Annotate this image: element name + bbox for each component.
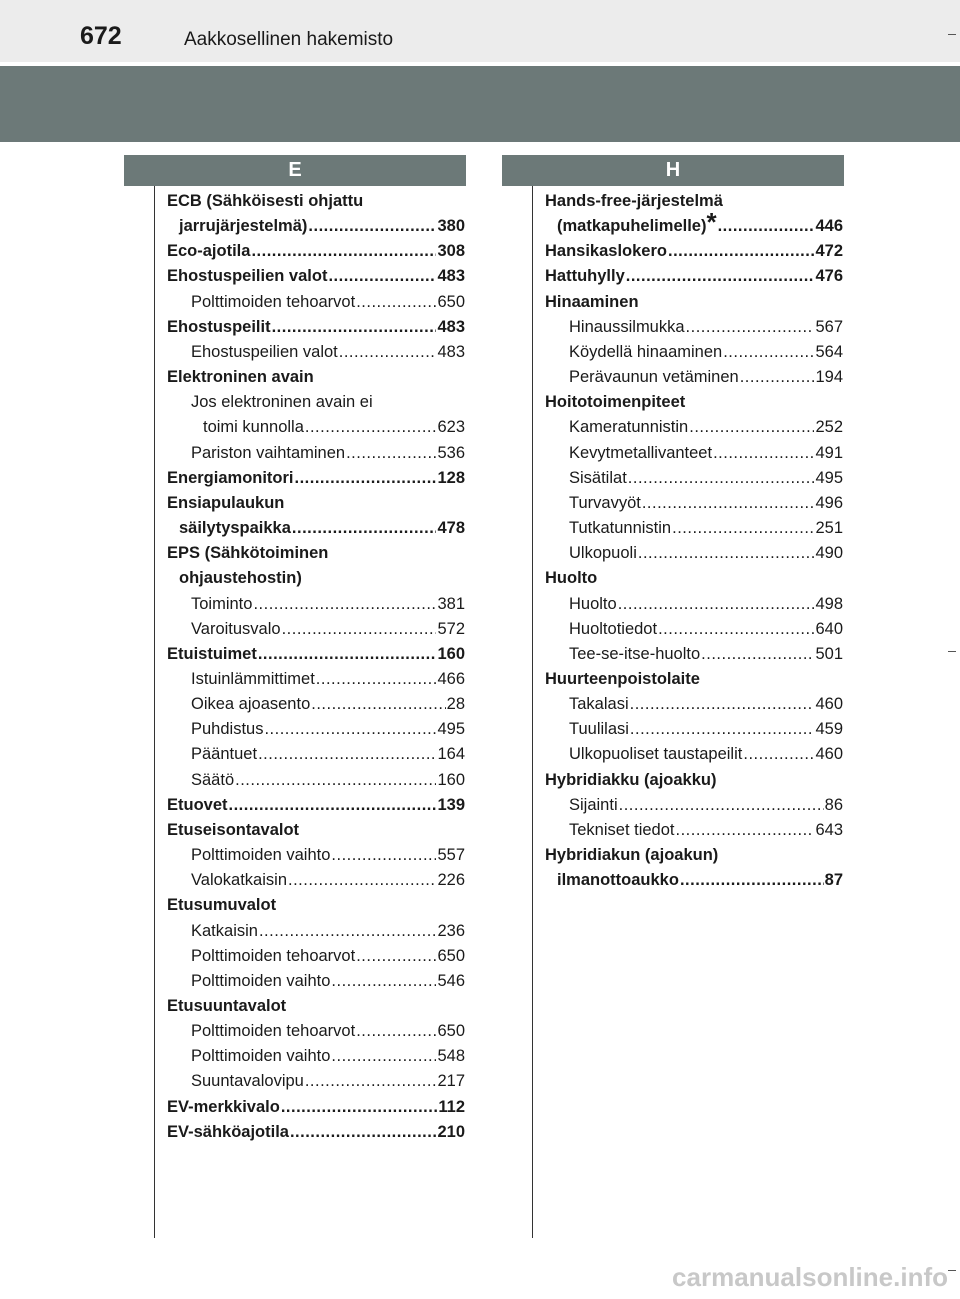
index-entry-page: 567 (815, 317, 843, 336)
dot-leader (626, 264, 815, 289)
dot-leader (308, 214, 436, 239)
index-entry-text: Tekniset tiedot (569, 820, 675, 839)
index-entry-text: Sijainti (569, 795, 618, 814)
index-entry-page: 490 (815, 544, 843, 563)
dot-leader (628, 466, 815, 491)
index-entry-text: Turvavyöt (569, 493, 641, 512)
index-entry-page: 483 (437, 317, 465, 336)
dot-leader (356, 290, 436, 315)
index-entry (545, 692, 843, 717)
index-entry-text: Oikea ajoasento (191, 695, 311, 714)
index-entry-text: Ulkopuoli (569, 544, 637, 563)
dot-leader (253, 592, 436, 617)
index-entry-text: Energiamonitori (167, 468, 294, 487)
index-entry-page: 380 (437, 217, 465, 236)
index-entry-text: Ulkopuoliset taustapeilit (569, 745, 743, 764)
index-entry-page: 495 (437, 720, 465, 739)
index-entry-text: Hansikaslokero (545, 242, 667, 261)
index-entry-text: toimi kunnolla (203, 418, 304, 437)
index-entry-text: Elektroninen avain (167, 368, 314, 387)
index-entry-page: 460 (815, 745, 843, 764)
index-entry-text: Puhdistus (191, 720, 264, 739)
dot-leader (331, 843, 436, 868)
index-entry (167, 667, 465, 692)
index-entry: (matkapuhelimelle) * ..... 446 (545, 214, 843, 239)
index-entry-page: 483 (437, 267, 465, 286)
index-entry-text: Polttimoiden vaihto (191, 971, 331, 990)
dot-leader (259, 919, 437, 944)
index-entry-text: Hands-free-järjestelmä (545, 192, 723, 210)
dot-leader (251, 239, 436, 264)
index-entry-text: Huolto (569, 594, 617, 613)
index-entry (545, 642, 843, 667)
index-entry-text: Polttimoiden tehoarvot (191, 1022, 356, 1041)
index-entry (545, 290, 843, 315)
index-entry (167, 1120, 465, 1145)
crop-mark (948, 1270, 956, 1271)
index-entry (167, 1095, 465, 1120)
index-entry-text: Ensiapulaukun (167, 493, 285, 512)
index-entry (167, 994, 465, 1019)
column-rule-left (154, 186, 155, 1238)
index-entry-text: ohjaustehostin) (179, 569, 302, 588)
index-entry-text: Polttimoiden vaihto (191, 846, 331, 865)
index-entry (167, 592, 465, 617)
index-entry-text: jarrujärjestelmä) (179, 217, 308, 236)
index-entry-page: 650 (437, 946, 465, 965)
dot-leader (718, 214, 815, 239)
dot-leader (258, 642, 437, 667)
page-number: 672 (80, 22, 122, 50)
section-heading-h: H (502, 155, 844, 186)
index-entry-text: Hinaussilmukka (569, 317, 685, 336)
dot-leader (658, 617, 814, 642)
index-entry-text: Perävaunun vetäminen (569, 368, 739, 387)
index-entry (167, 893, 465, 918)
index-entry (167, 742, 465, 767)
index-entry (545, 315, 843, 340)
index-entry-text: EV-merkkivalo (167, 1097, 280, 1116)
index-entry-page: 546 (437, 971, 465, 990)
index-entry-text: Katkaisin (191, 921, 258, 940)
index-entry (167, 239, 465, 264)
index-entry-text: Huolto (545, 569, 598, 588)
dot-leader (328, 264, 436, 289)
index-entry-text: Tutkatunnistin (569, 519, 672, 538)
dot-leader (618, 592, 815, 617)
index-entry-text: Köydellä hinaaminen (569, 342, 723, 361)
dot-leader (295, 466, 437, 491)
index-entry (545, 843, 843, 868)
index-entry-text: Ehostuspeilien valot (167, 267, 328, 286)
index-entry-page: 210 (437, 1122, 465, 1141)
index-entry (167, 315, 465, 340)
index-entry (167, 516, 465, 541)
index-entry-page: 459 (815, 720, 843, 739)
column-rule-right (532, 186, 533, 1238)
index-entry-page: 308 (437, 242, 465, 261)
index-entry (545, 818, 843, 843)
index-entry-page: 548 (437, 1047, 465, 1066)
index-entry-page: 160 (437, 644, 465, 663)
index-entry (545, 189, 843, 214)
dot-leader (630, 717, 815, 742)
index-entry-page: 650 (437, 1022, 465, 1041)
index-entry-text: EPS (Sähkötoiminen (167, 544, 329, 563)
index-entry-text: (matkapuhelimelle) (557, 217, 707, 236)
index-entry-text: Polttimoiden tehoarvot (191, 946, 356, 965)
index-entry (545, 667, 843, 692)
index-entry (167, 340, 465, 365)
index-entry-page: 476 (815, 267, 843, 286)
index-entry (545, 340, 843, 365)
index-entry-page: 164 (437, 745, 465, 764)
dot-leader (281, 1095, 438, 1120)
index-entry-page: 226 (437, 871, 465, 890)
dot-leader (668, 239, 814, 264)
section-heading-e: E (124, 155, 466, 186)
index-entry-page: 236 (437, 921, 465, 940)
index-entry (167, 717, 465, 742)
index-entry (545, 365, 843, 390)
dot-leader (316, 667, 437, 692)
index-entry-text: Etusuuntavalot (167, 997, 287, 1015)
index-entry-page: 86 (824, 795, 843, 814)
index-entry-text: Huoltotiedot (569, 619, 658, 638)
index-entry (545, 566, 843, 591)
index-entry (167, 919, 465, 944)
index-entry-page: 496 (815, 493, 843, 512)
dot-leader (743, 742, 814, 767)
index-entry-page: 28 (446, 695, 465, 714)
index-entry-page: 472 (815, 242, 843, 261)
dot-leader (305, 415, 437, 440)
index-entry (167, 793, 465, 818)
index-entry-page: 139 (437, 795, 465, 814)
index-entry-text: Pariston vaihtaminen (191, 443, 346, 462)
index-entry-page: 251 (815, 519, 843, 538)
index-entry (545, 592, 843, 617)
index-entry (167, 491, 465, 516)
index-entry-text: ilmanottoaukko (557, 871, 679, 890)
index-entry-text: Eco-ajotila (167, 242, 251, 261)
index-entry-text: Tee-se-itse-huolto (569, 644, 701, 663)
index-entry-page: 478 (437, 519, 465, 538)
index-entry-page: 501 (815, 644, 843, 663)
index-entry-text: Etuseisontavalot (167, 820, 300, 839)
index-entry (167, 1019, 465, 1044)
index-entry (545, 516, 843, 541)
index-entry (545, 415, 843, 440)
dot-leader (258, 742, 436, 767)
index-entry-text: Polttimoiden vaihto (191, 1047, 331, 1066)
index-entry (167, 214, 465, 239)
crop-mark (948, 651, 956, 652)
index-entry-page: 623 (437, 418, 465, 437)
dot-leader (305, 1069, 437, 1094)
index-entry-text: Polttimoiden tehoarvot (191, 292, 356, 311)
index-entry-text: ECB (Sähköisesti ohjattu (167, 192, 364, 210)
index-entry-text: Kevytmetallivanteet (569, 443, 713, 462)
dot-leader (311, 692, 445, 717)
dot-leader (331, 969, 436, 994)
index-entry-page: 87 (824, 871, 843, 890)
index-entry-page: 483 (437, 342, 465, 361)
dot-leader (638, 541, 815, 566)
dot-leader (290, 1120, 437, 1145)
index-entry-text: Hybridiakun (ajoakun) (545, 846, 719, 865)
index-entry-page: 217 (437, 1072, 465, 1091)
index-entry (167, 1069, 465, 1094)
index-entry (167, 692, 465, 717)
index-entry (545, 617, 843, 642)
dot-leader (675, 818, 814, 843)
dot-leader (264, 717, 436, 742)
header-band (0, 66, 960, 142)
index-entry-text: Valokatkaisin (191, 871, 287, 890)
index-entry-page: 557 (437, 846, 465, 865)
index-entry-text: Ehostuspeilien valot (191, 342, 338, 361)
index-entry-page: 466 (437, 669, 465, 688)
index-entry-page: 495 (815, 468, 843, 487)
dot-leader (672, 516, 814, 541)
index-entry-page: 572 (437, 619, 465, 638)
index-entry (167, 642, 465, 667)
index-entry-page: 640 (815, 619, 843, 638)
index-entry-page: 112 (438, 1097, 465, 1116)
index-entry-text: Suuntavalovipu (191, 1072, 304, 1091)
crop-mark (948, 34, 956, 35)
dot-leader (713, 441, 814, 466)
dot-leader (346, 441, 436, 466)
index-entry (167, 365, 465, 390)
index-entry-text: Sisätilat (569, 468, 627, 487)
index-entry-text: Takalasi (569, 695, 629, 714)
dot-leader (689, 415, 814, 440)
index-entry-text: Toiminto (191, 594, 253, 613)
index-entry (167, 944, 465, 969)
index-entry (167, 290, 465, 315)
index-column-h (545, 189, 843, 893)
index-entry-text: Hoitotoimenpiteet (545, 393, 686, 412)
dot-leader (740, 365, 815, 390)
index-entry (167, 843, 465, 868)
index-entry-page: 446 (815, 217, 843, 236)
index-entry-text: Ehostuspeilit (167, 317, 271, 336)
dot-leader (701, 642, 814, 667)
index-entry (167, 818, 465, 843)
index-entry (545, 717, 843, 742)
index-entry-page: 643 (815, 820, 843, 839)
index-entry-text: EV-sähköajotila (167, 1122, 289, 1141)
index-entry-page: 564 (815, 342, 843, 361)
index-entry-page: 650 (437, 292, 465, 311)
dot-leader (235, 768, 436, 793)
index-entry-text: Etusumuvalot (167, 896, 277, 915)
index-entry-text: Jos elektroninen avain ei (191, 393, 373, 412)
dot-leader (288, 868, 436, 893)
dot-leader (272, 315, 437, 340)
dot-leader (630, 692, 815, 717)
index-entry (545, 264, 843, 289)
index-entry (167, 466, 465, 491)
index-entry (167, 441, 465, 466)
index-entry-text: Istuinlämmittimet (191, 669, 315, 688)
index-entry (167, 390, 465, 415)
index-entry-text: Tuulilasi (569, 720, 629, 739)
index-entry (545, 441, 843, 466)
index-entry-text: Etuistuimet (167, 644, 257, 663)
dot-leader (356, 1019, 436, 1044)
dot-leader (680, 868, 824, 893)
index-entry-text: Pääntuet (191, 745, 258, 764)
index-column-e (167, 189, 465, 1145)
index-entry-text: Kameratunnistin (569, 418, 689, 437)
index-entry-text: Etuovet (167, 795, 228, 814)
index-entry-page: 128 (437, 468, 465, 487)
index-entry (167, 189, 465, 214)
index-entry (167, 768, 465, 793)
index-entry (545, 390, 843, 415)
index-entry (545, 793, 843, 818)
index-entry (545, 742, 843, 767)
dot-leader (282, 617, 437, 642)
watermark: carmanualsonline.info (672, 1262, 948, 1292)
dot-leader (331, 1044, 436, 1069)
index-entry (167, 264, 465, 289)
index-entry (167, 617, 465, 642)
index-entry-text: Huurteenpoistolaite (545, 669, 700, 688)
index-entry-page: 160 (437, 770, 465, 789)
index-entry (545, 768, 843, 793)
index-entry-page: 194 (815, 368, 843, 387)
index-entry (167, 1044, 465, 1069)
index-entry (545, 868, 843, 893)
index-entry (545, 239, 843, 264)
dot-leader (356, 944, 436, 969)
index-entry-page: 252 (815, 418, 843, 437)
index-entry-text: Hattuhylly (545, 267, 625, 286)
index-entry (167, 415, 465, 440)
dot-leader (642, 491, 815, 516)
index-entry (545, 541, 843, 566)
index-entry (167, 541, 465, 566)
index-entry-text: säilytyspaikka (179, 519, 291, 538)
index-entry-page: 536 (437, 443, 465, 462)
dot-leader (339, 340, 437, 365)
dot-leader (619, 793, 824, 818)
page-title: Aakkosellinen hakemisto (184, 29, 394, 50)
index-entry-page: 491 (815, 443, 843, 462)
index-entry-text: Hybridiakku (ajoakku) (545, 770, 717, 789)
index-entry (545, 491, 843, 516)
index-entry-text: Hinaaminen (545, 292, 639, 311)
dot-leader (686, 315, 815, 340)
header-strip (0, 0, 960, 62)
dot-leader (229, 793, 437, 818)
index-entry-text: Varoitusvalo (191, 619, 281, 638)
index-entry-page: 498 (815, 594, 843, 613)
index-entry-page: 381 (437, 594, 465, 613)
index-entry (167, 868, 465, 893)
index-entry (167, 969, 465, 994)
index-entry (545, 466, 843, 491)
index-entry (167, 566, 465, 591)
dot-leader (723, 340, 814, 365)
index-entry-page: 460 (815, 695, 843, 714)
index-entry-text: Säätö (191, 770, 235, 789)
dot-leader (292, 516, 437, 541)
